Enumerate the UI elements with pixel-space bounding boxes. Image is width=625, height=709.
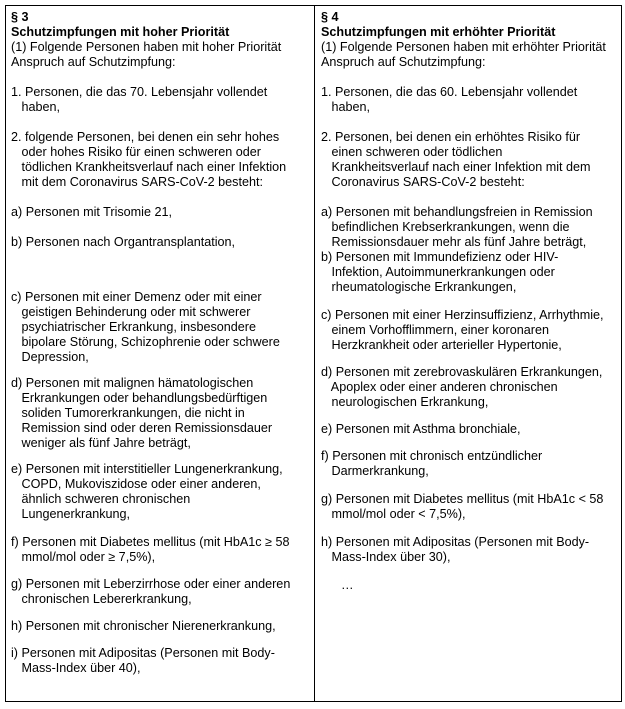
section-heading: Schutzimpfungen mit erhöhter Priorität [321, 25, 556, 39]
section-heading: Schutzimpfungen mit hoher Priorität [11, 25, 230, 39]
item-i-line: i) Personen mit Adipositas (Personen mit Body- [11, 646, 275, 660]
item-a-line: a) Personen mit Trisomie 21, [11, 205, 172, 219]
right-column [321, 6, 619, 701]
comparison-table [5, 5, 622, 702]
item-h-line: h) Personen mit chronischer Nierenerkrankung, [11, 619, 276, 633]
item-a-line: a) Personen mit behandlungsfreien in Remission [321, 205, 593, 219]
item-g-line: mmol/mol oder < 7,5%), [321, 507, 466, 521]
item-c-line: Depression, [11, 350, 89, 364]
item-e-line: e) Personen mit Asthma bronchiale, [321, 422, 521, 436]
item-1-line: 1. Personen, die das 70. Lebensjahr vollendet [11, 85, 268, 99]
item-b-line: b) Personen nach Organtransplantation, [11, 235, 236, 249]
column-divider [314, 6, 315, 701]
item-2-line: mit dem Coronavirus SARS-CoV-2 besteht: [11, 175, 263, 189]
item-2-line: tödlichen Krankheitsverlauf nach einer Infektion [11, 160, 287, 174]
item-d-line: Erkrankungen oder behandlungsbedürftigen [11, 391, 268, 405]
item-1-line: haben, [11, 100, 61, 114]
item-h-line: Mass-Index über 30), [321, 550, 451, 564]
item-1-line: 1. Personen, die das 60. Lebensjahr vollendet [321, 85, 578, 99]
section-number: § 4 [321, 10, 339, 24]
item-d-line: Remission sind oder deren Remissionsdauer [11, 421, 273, 435]
item-g-line: g) Personen mit Diabetes mellitus (mit HbA1c < 58 [321, 492, 604, 506]
item-e-line: e) Personen mit interstitieller Lungenerkrankung, [11, 462, 283, 476]
item-b-line: b) Personen mit Immundefizienz oder HIV- [321, 250, 559, 264]
item-a-line: Remissionsdauer mehr als fünf Jahre beträgt, [321, 235, 587, 249]
item-c-line: Herzkrankheit oder arterieller Hypertonie, [321, 338, 562, 352]
item-2-line: Coronavirus SARS-CoV-2 besteht: [321, 175, 525, 189]
item-2-line: einen schweren oder tödlichen [321, 145, 503, 159]
item-d-line: Apoplex oder einer anderen chronischen [321, 380, 558, 394]
item-g-line: g) Personen mit Leberzirrhose oder einer anderen [11, 577, 291, 591]
item-e-line: COPD, Mukoviszidose oder einer anderen, [11, 477, 261, 491]
item-b-line: Infektion, Autoimmunerkrankungen oder [321, 265, 555, 279]
item-e-line: Lungenerkrankung, [11, 507, 131, 521]
intro-line: Anspruch auf Schutzimpfung: [11, 55, 176, 69]
item-d-line: d) Personen mit zerebrovaskulären Erkrankungen, [321, 365, 603, 379]
item-2-line: oder hohes Risiko für einen schweren oder [11, 145, 261, 159]
item-c-line: psychiatrischer Erkrankung, insbesondere [11, 320, 257, 334]
item-2-line: Krankheitsverlauf nach einer Infektion mit dem [321, 160, 591, 174]
item-f-line: f) Personen mit chronisch entzündlicher [321, 449, 543, 463]
item-f-line: mmol/mol oder ≥ 7,5%), [11, 550, 156, 564]
item-c-line: bipolare Störung, Schizophrenie oder schwere [11, 335, 280, 349]
item-2-line: 2. Personen, bei denen ein erhöhtes Risiko für [321, 130, 581, 144]
ellipsis: … [341, 578, 354, 592]
item-c-line: geistigen Behinderung oder mit schwerer [11, 305, 251, 319]
item-f-line: f) Personen mit Diabetes mellitus (mit HbA1c ≥ 58 [11, 535, 290, 549]
item-1-line: haben, [321, 100, 371, 114]
item-f-line: Darmerkrankung, [321, 464, 429, 478]
item-d-line: weniger als fünf Jahre beträgt, [11, 436, 191, 450]
item-i-line: Mass-Index über 40), [11, 661, 141, 675]
intro-line: (1) Folgende Personen haben mit hoher Priorität [11, 40, 282, 54]
item-d-line: neurologischen Erkrankung, [321, 395, 489, 409]
item-2-line: 2. folgende Personen, bei denen ein sehr hohes [11, 130, 280, 144]
item-a-line: befindlichen Krebserkrankungen, wenn die [321, 220, 570, 234]
item-d-line: d) Personen mit malignen hämatologischen [11, 376, 254, 390]
left-column [11, 6, 311, 701]
item-e-line: ähnlich schweren chronischen [11, 492, 191, 506]
intro-line: Anspruch auf Schutzimpfung: [321, 55, 486, 69]
section-number: § 3 [11, 10, 29, 24]
item-h-line: h) Personen mit Adipositas (Personen mit Body- [321, 535, 590, 549]
item-b-line: rheumatologische Erkrankungen, [321, 280, 517, 294]
item-g-line: chronischen Lebererkrankung, [11, 592, 192, 606]
item-d-line: soliden Tumorerkrankungen, die nicht in [11, 406, 245, 420]
intro-line: (1) Folgende Personen haben mit erhöhter Priorität [321, 40, 606, 54]
item-c-line: einem Vorhofflimmern, einer koronaren [321, 323, 549, 337]
item-c-line: c) Personen mit einer Herzinsuffizienz, Arrhythmie, [321, 308, 604, 322]
item-c-line: c) Personen mit einer Demenz oder mit einer [11, 290, 262, 304]
